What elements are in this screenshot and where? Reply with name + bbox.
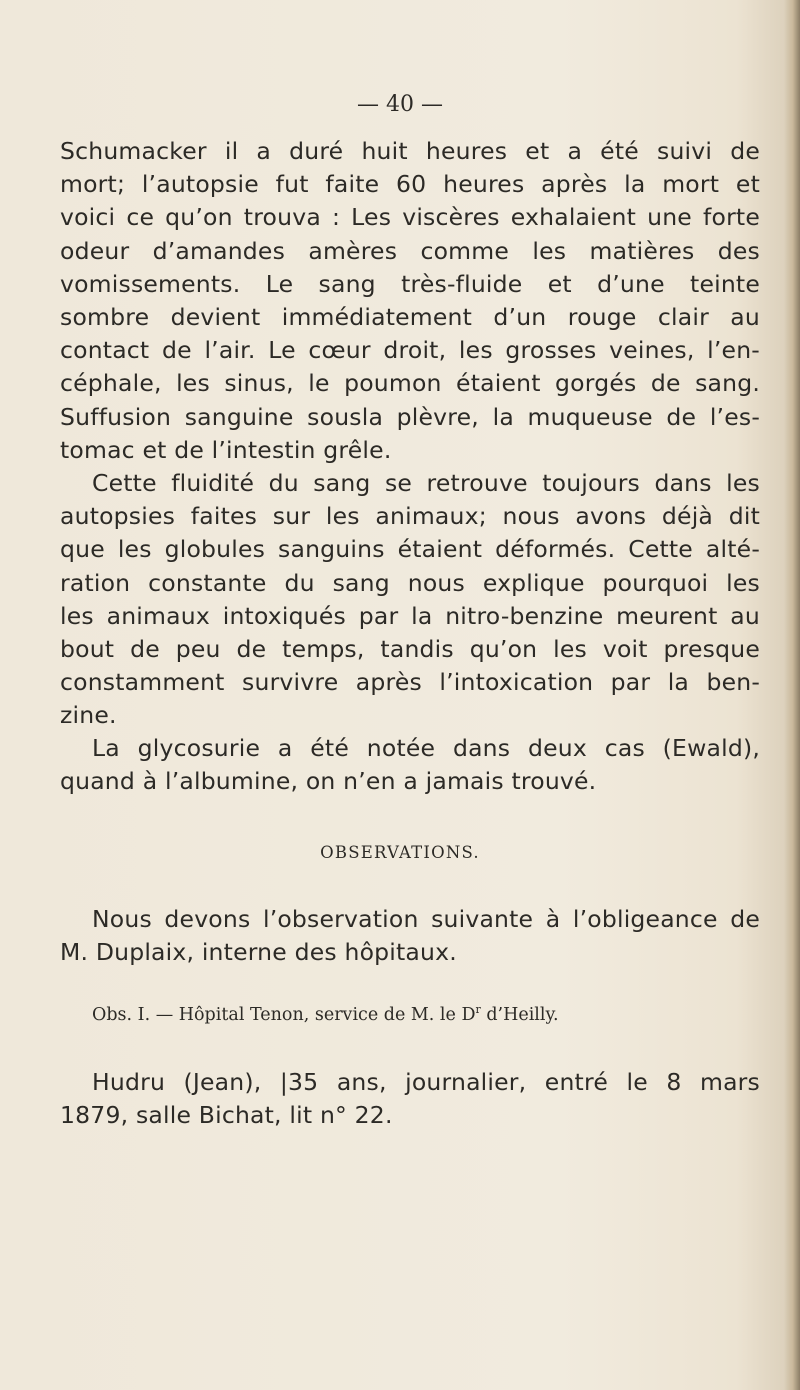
page-number: — 40 —	[357, 92, 443, 117]
text-line: Hudru (Jean), |35 ans, journalier, entré le 8 mars	[92, 1068, 760, 1096]
text-line: les animaux intoxiqués par la nitro-benzine meurent au	[60, 601, 760, 630]
observation-prefix: Obs. I. — Hôpital Tenon, service de M. le D	[92, 1004, 476, 1025]
text-line: constamment survivre après l’intoxication par la ben-	[60, 668, 760, 697]
text-line: M. Duplaix, interne des hôpitaux.	[60, 938, 457, 967]
text-line: contact de l’air. Le cœur droit, les grosses veines, l’en-	[60, 336, 760, 365]
page-edge	[784, 0, 800, 1390]
text-line: sombre devient immédiatement d’un rouge clair au	[60, 303, 760, 332]
paragraph-acknowledgement	[60, 903, 760, 969]
text-line: bout de peu de temps, tandis qu’on les voit presque	[60, 635, 760, 664]
text-line: voici ce qu’on trouva : Les viscères exhalaient une forte	[60, 203, 760, 232]
text-line: mort; l’autopsie fut faite 60 heures après la mort et	[60, 170, 760, 199]
text-line: autopsies faites sur les animaux; nous avons déjà dit	[60, 502, 760, 531]
text-line: La glycosurie a été notée dans deux cas (Ewald),	[92, 734, 760, 762]
paragraph-glycosuria	[60, 732, 760, 798]
text-line: 1879, salle Bichat, lit n° 22.	[60, 1101, 393, 1130]
observation-header	[92, 1003, 559, 1025]
observation-superscript: r	[475, 1003, 481, 1016]
text-line: céphale, les sinus, le poumon étaient gorgés de sang.	[60, 369, 760, 398]
text-line: odeur d’amandes amères comme les matières des	[60, 236, 760, 265]
text-line: vomissements. Le sang très-fluide et d’une teinte	[60, 269, 760, 298]
text-line: zine.	[60, 701, 117, 730]
text-line: quand à l’albumine, on n’en a jamais trouvé.	[60, 767, 597, 796]
paragraph-patient	[60, 1066, 760, 1132]
text-line: tomac et de l’intestin grêle.	[60, 435, 392, 464]
paragraph-blood-fluidity	[60, 467, 760, 733]
text-line: Nous devons l’observation suivante à l’obligeance de	[92, 905, 760, 933]
text-line: ration constante du sang nous explique pourquoi les	[60, 568, 760, 597]
text-line: Suffusion sanguine sousla plèvre, la muqueuse de l’es-	[60, 402, 760, 431]
text-line: Cette fluidité du sang se retrouve toujours dans les	[92, 469, 760, 497]
text-line: que les globules sanguins étaient déformés. Cette alté-	[60, 535, 760, 564]
paragraph-autopsy	[60, 135, 760, 467]
text-line: Schumacker il a duré huit heures et a été suivi de	[60, 137, 760, 165]
observation-suffix: d’Heilly.	[480, 1004, 559, 1025]
section-heading: OBSERVATIONS.	[320, 843, 480, 862]
